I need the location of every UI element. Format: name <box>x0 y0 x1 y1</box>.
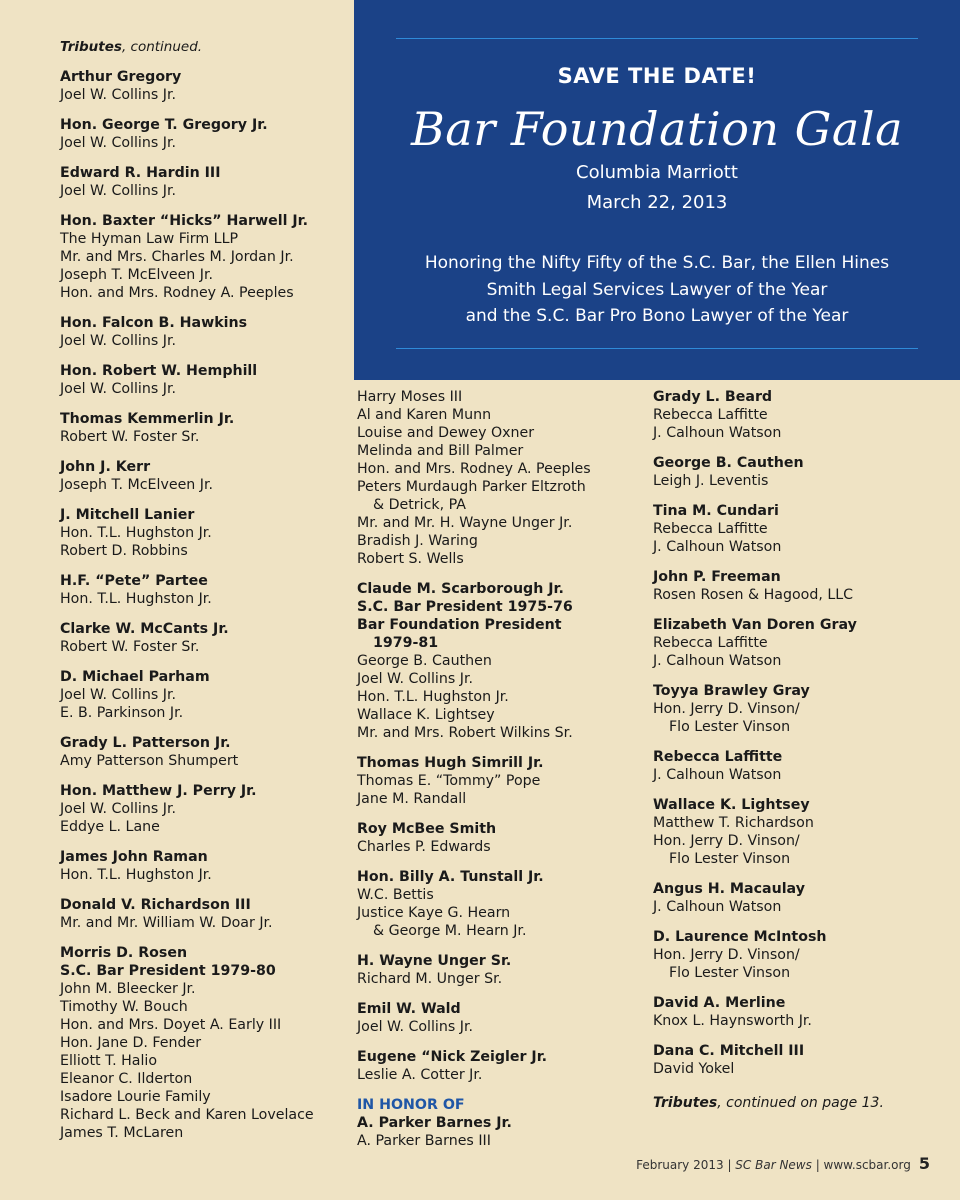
donor-name: Rebecca Laffitte <box>653 407 768 423</box>
tribute-entry <box>357 1000 647 1036</box>
tribute-entry <box>653 994 953 1030</box>
honoree-name: Bar Foundation President <box>357 617 562 633</box>
tributes-column-1 <box>60 38 350 1154</box>
donor-name: & Detrick, PA <box>373 497 466 513</box>
tribute-entry <box>60 848 350 884</box>
donor-name: Richard M. Unger Sr. <box>357 971 503 987</box>
tribute-entry <box>60 896 350 932</box>
donor-name: Robert W. Foster Sr. <box>60 429 200 445</box>
donor-name: Joel W. Collins Jr. <box>357 671 473 687</box>
donor-name: Amy Patterson Shumpert <box>60 753 239 769</box>
honoree-name: David A. Merline <box>653 995 786 1011</box>
donor-name: Joseph T. McElveen Jr. <box>60 267 214 283</box>
donor-name: Joel W. Collins Jr. <box>60 183 176 199</box>
honoree-name: Hon. Falcon B. Hawkins <box>60 315 248 331</box>
tribute-entry <box>60 164 350 200</box>
donor-name: Louise and Dewey Oxner <box>357 425 535 441</box>
honoree-name: Hon. Robert W. Hemphill <box>60 363 258 379</box>
section-heading: IN HONOR OF <box>357 1097 465 1113</box>
tributes-column-2 <box>357 388 647 1162</box>
donor-name: Mr. and Mr. William W. Doar Jr. <box>60 915 273 931</box>
tribute-entry <box>60 782 350 836</box>
tribute-entry <box>653 880 953 916</box>
website-link[interactable]: www.scbar.org <box>823 1158 911 1172</box>
tribute-entry <box>653 796 953 868</box>
honoree-name: Clarke W. McCants Jr. <box>60 621 229 637</box>
honoree-name: Grady L. Patterson Jr. <box>60 735 231 751</box>
honoree-name: Elizabeth Van Doren Gray <box>653 617 857 633</box>
tribute-entry <box>60 212 350 302</box>
donor-name: George B. Cauthen <box>357 653 492 669</box>
honoree-name: Eugene “Nick Zeigler Jr. <box>357 1049 548 1065</box>
tribute-entry <box>60 68 350 104</box>
tributes-continued-text: , continued on page 13. <box>717 1095 884 1111</box>
donor-name: J. Calhoun Watson <box>653 899 782 915</box>
donor-name: Joel W. Collins Jr. <box>60 687 176 703</box>
donor-name: Isadore Lourie Family <box>60 1089 211 1105</box>
donor-name: Hon. T.L. Hughston Jr. <box>60 591 212 607</box>
donor-name: Richard L. Beck and Karen Lovelace <box>60 1107 314 1123</box>
honoree-name: Hon. Baxter “Hicks” Harwell Jr. <box>60 213 309 229</box>
donor-name: Flo Lester Vinson <box>669 965 791 981</box>
tribute-entry <box>653 454 953 490</box>
tribute-list <box>60 68 350 1142</box>
donor-name: Leslie A. Cotter Jr. <box>357 1067 483 1083</box>
donor-name: The Hyman Law Firm LLP <box>60 231 239 247</box>
donor-name: & George M. Hearn Jr. <box>373 923 527 939</box>
donor-name: J. Calhoun Watson <box>653 767 782 783</box>
gala-venue: Columbia Marriott <box>576 162 738 183</box>
donor-name: Al and Karen Munn <box>357 407 492 423</box>
tribute-entry <box>60 734 350 770</box>
tribute-entry <box>357 580 647 742</box>
honoree-name: D. Laurence McIntosh <box>653 929 827 945</box>
honoree-name: Hon. Billy A. Tunstall Jr. <box>357 869 544 885</box>
tribute-list <box>357 388 647 1150</box>
honoring-text <box>384 250 930 330</box>
honoree-name: Dana C. Mitchell III <box>653 1043 805 1059</box>
donor-name: Thomas E. “Tommy” Pope <box>357 773 541 789</box>
honoree-name: 1979-81 <box>373 635 439 651</box>
honoree-name: Grady L. Beard <box>653 389 773 405</box>
donor-name: Eleanor C. Ilderton <box>60 1071 193 1087</box>
tribute-entry <box>60 668 350 722</box>
donor-name: Hon. and Mrs. Rodney A. Peeples <box>60 285 294 301</box>
publication-name: SC Bar News <box>735 1158 812 1172</box>
honoree-name: Arthur Gregory <box>60 69 182 85</box>
footer-separator: | <box>811 1158 824 1172</box>
donor-name: Harry Moses III <box>357 389 463 405</box>
tribute-entry <box>653 682 953 736</box>
tribute-entry <box>357 868 647 940</box>
donor-name: Timothy W. Bouch <box>60 999 188 1015</box>
tributes-column-3 <box>653 388 953 1112</box>
honoree-name: H.F. “Pete” Partee <box>60 573 208 589</box>
tribute-entry <box>60 620 350 656</box>
donor-name: Elliott T. Halio <box>60 1053 158 1069</box>
tribute-entry <box>357 754 647 808</box>
honoree-name: Thomas Hugh Simrill Jr. <box>357 755 544 771</box>
banner-bottom-rule <box>396 348 918 349</box>
tributes-continued-text: , continued. <box>121 39 203 55</box>
honoree-name: H. Wayne Unger Sr. <box>357 953 512 969</box>
honoree-name: Emil W. Wald <box>357 1001 461 1017</box>
donor-name: Hon. and Mrs. Doyet A. Early III <box>60 1017 282 1033</box>
donor-name: Joel W. Collins Jr. <box>357 1019 473 1035</box>
tribute-entry <box>357 1048 647 1084</box>
honoree-name: Claude M. Scarborough Jr. <box>357 581 564 597</box>
tribute-entry <box>60 410 350 446</box>
donor-name: Joel W. Collins Jr. <box>60 801 176 817</box>
donor-name: Peters Murdaugh Parker Eltzroth <box>357 479 586 495</box>
donor-name: W.C. Bettis <box>357 887 434 903</box>
gala-banner <box>354 0 960 380</box>
donor-name: Melinda and Bill Palmer <box>357 443 524 459</box>
honoring-line: and the S.C. Bar Pro Bono Lawyer of the Year <box>465 306 849 326</box>
honoree-name: Edward R. Hardin III <box>60 165 221 181</box>
honoree-name: S.C. Bar President 1975-76 <box>357 599 573 615</box>
donor-name: Flo Lester Vinson <box>669 719 791 735</box>
donor-name: Rebecca Laffitte <box>653 635 768 651</box>
honoree-name: John P. Freeman <box>653 569 781 585</box>
tribute-entry <box>653 1042 953 1078</box>
donor-name: Joel W. Collins Jr. <box>60 381 176 397</box>
donor-name: Rosen Rosen & Hagood, LLC <box>653 587 854 603</box>
donor-name: Robert S. Wells <box>357 551 464 567</box>
donor-name: Flo Lester Vinson <box>669 851 791 867</box>
donor-name: E. B. Parkinson Jr. <box>60 705 184 721</box>
honoree-name: S.C. Bar President 1979-80 <box>60 963 276 979</box>
donor-name: Mr. and Mrs. Robert Wilkins Sr. <box>357 725 573 741</box>
donor-name: Hon. and Mrs. Rodney A. Peeples <box>357 461 591 477</box>
honoree-name: Thomas Kemmerlin Jr. <box>60 411 235 427</box>
donor-name: Justice Kaye G. Hearn <box>357 905 511 921</box>
tribute-entry <box>653 502 953 556</box>
tributes-continued-footer <box>653 1094 953 1112</box>
footer-separator: | <box>723 1158 736 1172</box>
honoree-name: Morris D. Rosen <box>60 945 188 961</box>
page-number: 5 <box>918 1154 930 1173</box>
honoree-name: Wallace K. Lightsey <box>653 797 810 813</box>
tribute-entry <box>653 616 953 670</box>
donor-name: Hon. T.L. Hughston Jr. <box>357 689 509 705</box>
donor-name: J. Calhoun Watson <box>653 653 782 669</box>
donor-name: Hon. Jerry D. Vinson/ <box>653 701 800 717</box>
save-the-date-heading: SAVE THE DATE! <box>557 64 757 88</box>
donor-name: Rebecca Laffitte <box>653 521 768 537</box>
honoree-name: Hon. Matthew J. Perry Jr. <box>60 783 257 799</box>
donor-name: Hon. Jane D. Fender <box>60 1035 202 1051</box>
tribute-entry <box>357 952 647 988</box>
tribute-entry <box>653 568 953 604</box>
tribute-entry <box>60 944 350 1142</box>
tribute-entry <box>357 820 647 856</box>
honoree-name: J. Mitchell Lanier <box>60 507 195 523</box>
tribute-entry <box>357 1096 647 1150</box>
issue-date: February 2013 <box>636 1158 724 1172</box>
donor-name: Robert W. Foster Sr. <box>60 639 200 655</box>
donor-name: Hon. Jerry D. Vinson/ <box>653 833 800 849</box>
donor-name: Wallace K. Lightsey <box>357 707 495 723</box>
honoree-name: Angus H. Macaulay <box>653 881 805 897</box>
honoree-name: Hon. George T. Gregory Jr. <box>60 117 268 133</box>
tribute-entry <box>60 116 350 152</box>
donor-name: Jane M. Randall <box>357 791 467 807</box>
donor-name: Hon. Jerry D. Vinson/ <box>653 947 800 963</box>
honoree-name: A. Parker Barnes Jr. <box>357 1115 512 1131</box>
donor-name: Mr. and Mrs. Charles M. Jordan Jr. <box>60 249 294 265</box>
donor-name: Charles P. Edwards <box>357 839 491 855</box>
donor-name: Joel W. Collins Jr. <box>60 333 176 349</box>
honoring-line: Honoring the Nifty Fifty of the S.C. Bar, the Ellen Hines <box>424 253 890 273</box>
donor-name: Joseph T. McElveen Jr. <box>60 477 214 493</box>
donor-name: Joel W. Collins Jr. <box>60 135 176 151</box>
donor-name: Robert D. Robbins <box>60 543 188 559</box>
donor-name: Knox L. Haynsworth Jr. <box>653 1013 812 1029</box>
tribute-entry <box>60 572 350 608</box>
donor-name: David Yokel <box>653 1061 735 1077</box>
honoree-name: John J. Kerr <box>60 459 151 475</box>
donor-name: J. Calhoun Watson <box>653 539 782 555</box>
donor-name: Mr. and Mr. H. Wayne Unger Jr. <box>357 515 573 531</box>
banner-top-rule <box>396 38 918 39</box>
tribute-entry <box>653 388 953 442</box>
honoree-name: James John Raman <box>60 849 208 865</box>
honoree-name: George B. Cauthen <box>653 455 804 471</box>
honoree-name: Rebecca Laffitte <box>653 749 783 765</box>
tribute-entry <box>60 458 350 494</box>
page-footer <box>636 1154 930 1173</box>
honoree-name: D. Michael Parham <box>60 669 210 685</box>
donor-name: Leigh J. Leventis <box>653 473 769 489</box>
gala-title: Bar Foundation Gala <box>410 102 903 156</box>
tribute-entry <box>653 748 953 784</box>
honoree-name: Toyya Brawley Gray <box>653 683 810 699</box>
tribute-entry <box>60 506 350 560</box>
tributes-label: Tributes <box>653 1095 718 1111</box>
donor-name: Bradish J. Waring <box>357 533 478 549</box>
tributes-label: Tributes <box>60 39 122 55</box>
honoree-name: Donald V. Richardson III <box>60 897 251 913</box>
honoring-line: Smith Legal Services Lawyer of the Year <box>486 279 828 300</box>
donor-name: J. Calhoun Watson <box>653 425 782 441</box>
tribute-entry <box>357 388 647 568</box>
honoree-name: Tina M. Cundari <box>653 503 779 519</box>
tribute-entry <box>653 928 953 982</box>
gala-date: March 22, 2013 <box>586 192 728 213</box>
tribute-entry <box>60 314 350 350</box>
donor-name: John M. Bleecker Jr. <box>60 981 196 997</box>
donor-name: Joel W. Collins Jr. <box>60 87 176 103</box>
tribute-entry <box>60 362 350 398</box>
donor-name: Matthew T. Richardson <box>653 815 814 831</box>
donor-name: Hon. T.L. Hughston Jr. <box>60 867 212 883</box>
tributes-continued-header <box>60 38 350 56</box>
donor-name: A. Parker Barnes III <box>357 1133 491 1149</box>
donor-name: James T. McLaren <box>60 1125 184 1141</box>
donor-name: Eddye L. Lane <box>60 819 160 835</box>
honoree-name: Roy McBee Smith <box>357 821 497 837</box>
tribute-list <box>653 388 953 1078</box>
donor-name: Hon. T.L. Hughston Jr. <box>60 525 212 541</box>
